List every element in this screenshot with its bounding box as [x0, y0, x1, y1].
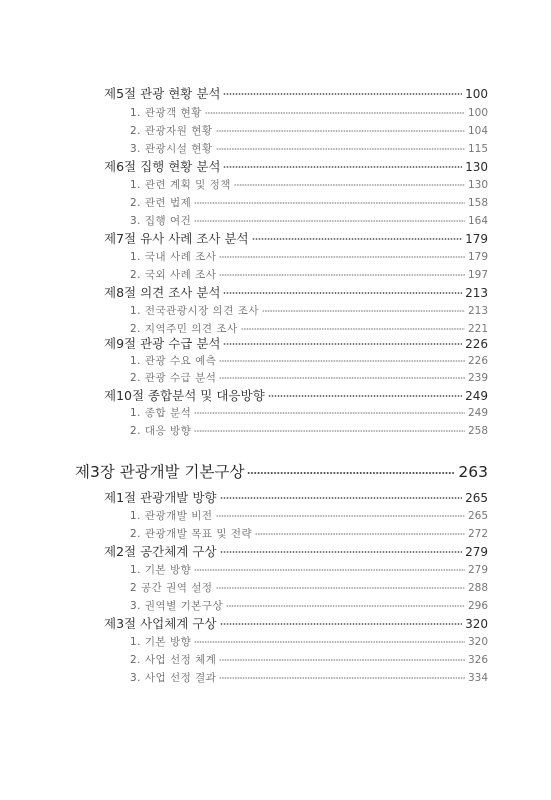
toc-page-number: 221: [467, 323, 488, 335]
toc-section-8: [104, 283, 488, 301]
toc-item: [130, 353, 488, 368]
dot-leader: [194, 430, 465, 432]
dot-leader: [220, 623, 463, 625]
toc-page-number: 320: [467, 636, 488, 648]
toc-section-c2: [104, 542, 488, 560]
dot-leader: [220, 551, 463, 553]
toc-chapter-label: 제3장 관광개발 기본구상: [75, 463, 245, 481]
toc-item: [130, 249, 488, 264]
toc-page-number: 226: [467, 355, 488, 367]
toc-page-number: 213: [467, 305, 488, 317]
toc-section-label: 제5절 관광 현황 분석: [104, 86, 221, 101]
toc-page-number: 265: [467, 510, 488, 522]
toc-page-number: 258: [467, 425, 488, 437]
toc-item-label: 3. 관광시설 현황: [130, 143, 213, 155]
toc-item: [130, 580, 488, 595]
toc-item: [130, 598, 488, 613]
toc-item: [130, 562, 488, 577]
dot-leader: [262, 310, 465, 312]
toc-section-label: 제1절 관광개발 방향: [104, 490, 217, 505]
toc-item: [130, 267, 488, 282]
toc-section-label: 제9절 관광 수급 분석: [104, 336, 221, 351]
dot-leader: [247, 472, 455, 474]
toc-item-label: 1. 국내 사례 조사: [130, 251, 217, 263]
toc-item: [130, 405, 488, 420]
dot-leader: [220, 497, 463, 499]
toc-item: [130, 213, 488, 228]
toc-page-number: 130: [465, 160, 488, 174]
toc-item-label: 2 공간 권역 설정: [130, 582, 213, 594]
dot-leader: [268, 395, 462, 397]
dot-leader: [255, 533, 465, 535]
toc-section-label: 제6절 집행 현황 분석: [104, 159, 221, 174]
toc-item: [130, 423, 488, 438]
dot-leader: [234, 184, 465, 186]
toc-page-number: 239: [467, 372, 488, 384]
toc-section-c3: [104, 614, 488, 632]
dot-leader: [194, 412, 465, 414]
toc-item: [130, 123, 488, 138]
dot-leader: [219, 274, 465, 276]
toc-page-number: 320: [465, 617, 488, 631]
toc-page-number: 249: [467, 407, 488, 419]
dot-leader: [216, 148, 465, 150]
toc-item-label: 1. 기본 방향: [130, 564, 192, 576]
toc-item: [130, 105, 488, 120]
toc-section-label: 제10절 종합분석 및 대응방향: [104, 388, 265, 403]
toc-item-label: 1. 관광객 현황: [130, 107, 202, 119]
toc-item: [130, 670, 488, 685]
toc-section-label: 제2절 공간체계 구상: [104, 544, 217, 559]
dot-leader: [194, 569, 465, 571]
toc-item-label: 2. 관광개발 목표 및 전략: [130, 528, 253, 540]
dot-leader: [216, 130, 465, 132]
dot-leader: [205, 112, 465, 114]
toc-item-label: 2. 대응 방향: [130, 425, 192, 437]
toc-page-number: 265: [465, 491, 488, 505]
toc-item: [130, 634, 488, 649]
toc-section-c1: [104, 488, 488, 506]
dot-leader: [226, 605, 465, 607]
toc-page-number: 279: [467, 564, 488, 576]
toc-section-label: 제3절 사업체계 구상: [104, 616, 217, 631]
dot-leader: [194, 641, 465, 643]
toc-section-6: [104, 157, 488, 175]
toc-item-label: 3. 권역별 기본구상: [130, 600, 224, 612]
toc-page-number: 279: [465, 545, 488, 559]
dot-leader: [219, 659, 465, 661]
toc-page-number: 164: [467, 215, 488, 227]
toc-page-number: 263: [458, 463, 488, 481]
toc-section-7: [104, 229, 488, 247]
toc-page-number: 100: [465, 87, 488, 101]
dot-leader: [223, 93, 462, 95]
toc-item-label: 1. 관련 계획 및 정책: [130, 179, 231, 191]
toc-item-label: 1. 기본 방향: [130, 636, 192, 648]
toc-section-label: 제7절 유사 사례 조사 분석: [104, 231, 249, 246]
toc-item-label: 2. 국외 사례 조사: [130, 269, 217, 281]
toc-item-label: 1. 관광개발 비전: [130, 510, 213, 522]
toc-page-number: 130: [467, 179, 488, 191]
dot-leader: [194, 220, 465, 222]
toc-item: [130, 526, 488, 541]
toc-page-number: 179: [467, 251, 488, 263]
toc-section-label: 제8절 의견 조사 분석: [104, 285, 221, 300]
toc-page-number: 334: [467, 672, 488, 684]
dot-leader: [223, 343, 462, 345]
dot-leader: [241, 328, 465, 330]
toc-item: [130, 652, 488, 667]
dot-leader: [216, 515, 465, 517]
toc-item: [130, 370, 488, 385]
toc-page-number: 288: [467, 582, 488, 594]
toc-item-label: 1. 전국관광시장 의견 조사: [130, 305, 259, 317]
dot-leader: [216, 587, 465, 589]
toc-page-number: 115: [467, 143, 488, 155]
dot-leader: [219, 360, 465, 362]
toc-page-number: 272: [467, 528, 488, 540]
toc-page-number: 197: [467, 269, 488, 281]
dot-leader: [194, 202, 465, 204]
toc-page-number: 158: [467, 197, 488, 209]
dot-leader: [223, 166, 462, 168]
toc-item-label: 2. 관광 수급 분석: [130, 372, 217, 384]
toc-item: [130, 195, 488, 210]
toc-section-10: [104, 386, 488, 404]
toc-page-number: 326: [467, 654, 488, 666]
toc-item-label: 2. 사업 선정 체계: [130, 654, 217, 666]
toc-item-label: 2. 지역주민 의견 조사: [130, 323, 238, 335]
toc-page-number: 179: [465, 232, 488, 246]
toc-item-label: 2. 관련 법제: [130, 197, 192, 209]
toc-page-number: 249: [465, 389, 488, 403]
toc-page-number: 213: [465, 286, 488, 300]
toc-page-number: 104: [467, 125, 488, 137]
toc-item: [130, 141, 488, 156]
dot-leader: [219, 256, 465, 258]
dot-leader: [219, 377, 465, 379]
dot-leader: [219, 677, 465, 679]
toc-page-number: 296: [467, 600, 488, 612]
toc-section-5: [104, 84, 488, 102]
toc-chapter-3: [75, 460, 488, 482]
toc-page-number: 226: [465, 337, 488, 351]
toc-item-label: 1. 관광 수요 예측: [130, 355, 217, 367]
toc-item-label: 1. 종합 분석: [130, 407, 192, 419]
dot-leader: [252, 238, 462, 240]
toc-page-number: 100: [467, 107, 488, 119]
toc-item: [130, 177, 488, 192]
toc-item-label: 3. 집행 여건: [130, 215, 192, 227]
toc-item-label: 2. 관광자원 현황: [130, 125, 213, 137]
toc-item: [130, 303, 488, 318]
dot-leader: [223, 292, 462, 294]
toc-section-9: [104, 334, 488, 352]
toc-item: [130, 508, 488, 523]
toc-item-label: 3. 사업 선정 결과: [130, 672, 217, 684]
